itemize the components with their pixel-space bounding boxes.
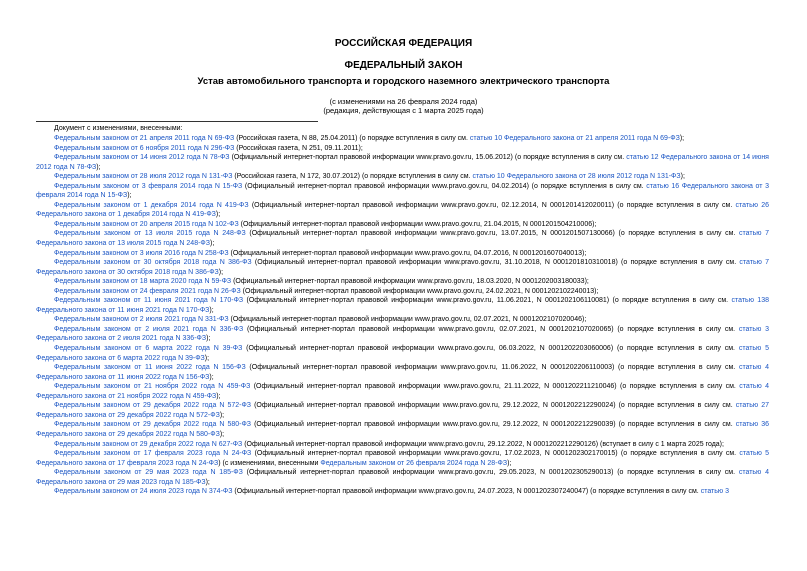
amendment-entry <box>36 277 769 287</box>
law-link[interactable]: статью 5 Федерального закона от 17 февраля 2023 года N 24-ФЗ <box>36 450 770 467</box>
entry-text: (Официальный интернет-портал правовой информации www.pravo.gov.ru, 21.04.2015, N 0001201504210006); <box>238 220 597 228</box>
entry-text: ); <box>209 306 214 314</box>
law-link[interactable]: статью 4 Федерального закона от 29 мая 2023 года N 185-ФЗ <box>36 469 769 486</box>
edition-note: (редакция, действующая с 1 марта 2025 года) <box>323 106 484 115</box>
amendment-entry <box>36 229 769 248</box>
entry-text: ); <box>219 411 225 419</box>
amendment-entry <box>36 468 769 487</box>
document-title: Устав автомобильного транспорта и городского наземного электрического транспорта <box>197 76 610 87</box>
entry-text: ); <box>127 192 132 200</box>
entry-text: ); <box>209 373 214 381</box>
amendment-entry <box>36 287 769 297</box>
entry-text: (Российская газета, N 172, 30.07.2012) (о порядке вступления в силу см. <box>232 173 473 181</box>
entry-text: ); <box>206 335 211 343</box>
amended-note: (с изменениями на 26 февраля 2024 года) <box>329 97 478 106</box>
law-link[interactable]: статью 7 Федерального закона от 13 июля 2015 года N 248-ФЗ <box>36 230 770 248</box>
entry-text: (Официальный интернет-портал правовой информации www.pravo.gov.ru, 11.06.2022, N 0001202206110003) (о порядке вступления в силу см. <box>245 364 739 372</box>
law-link[interactable]: Федеральным законом от 11 июня 2021 года N 170-ФЗ <box>54 297 244 305</box>
amendment-entry <box>36 344 769 363</box>
law-link[interactable]: статью 5 Федерального закона от 6 марта 2022 года N 39-ФЗ <box>36 345 770 362</box>
entry-text: (Официальный интернет-портал правовой информации www.pravo.gov.ru, 18.03.2020, N 0001202003180033); <box>231 278 589 286</box>
law-link[interactable]: Федеральным законом от 13 июля 2015 года N 248-ФЗ <box>54 230 246 238</box>
amendment-entry <box>36 363 769 382</box>
amendment-entry <box>36 382 769 401</box>
entry-text: ) (с изменениями, внесенными <box>218 459 321 467</box>
law-link[interactable]: Федеральным законом от 21 апреля 2011 года N 69-ФЗ <box>54 135 235 142</box>
law-link[interactable]: Федеральным законом от 14 июня 2012 года N 78-ФЗ <box>54 154 230 162</box>
entry-text: ); <box>204 354 210 362</box>
amendments-list <box>36 134 769 497</box>
entry-text: (Официальный интернет-портал правовой информации www.pravo.gov.ru, 29.12.2022, N 0001202212290126) (вступает в силу с 1 марта 2025 года); <box>242 440 724 448</box>
amendment-entry <box>36 296 769 315</box>
law-link[interactable]: статью 26 Федерального закона от 1 декабря 2014 года N 419-ФЗ <box>36 201 769 219</box>
amendment-entry <box>36 449 769 468</box>
law-link[interactable]: статью 10 Федерального закона от 28 июля 2012 года N 131-ФЗ <box>472 173 681 181</box>
law-type-heading: ФЕДЕРАЛЬНЫЙ ЗАКОН <box>344 60 463 71</box>
entry-text: (Российская газета, N 251, 09.11.2011); <box>234 144 363 152</box>
law-link[interactable]: Федеральным законом от 2 июля 2021 года N 331-ФЗ <box>54 316 229 324</box>
entry-text: ); <box>205 478 210 486</box>
law-link[interactable]: статью 4 Федерального закона от 11 июня 2022 года N 156-ФЗ <box>36 364 769 381</box>
amendment-entry <box>36 134 769 144</box>
law-link[interactable]: Федеральным законом от 3 февраля 2014 года N 15-ФЗ <box>54 182 243 190</box>
amendment-entry <box>36 201 769 220</box>
entry-text: (Российская газета, N 88, 25.04.2011) (о порядке вступления в силу см. <box>234 135 470 142</box>
amendment-entry <box>36 325 769 344</box>
law-link[interactable]: Федеральным законом от 26 февраля 2024 года N 28-ФЗ <box>320 459 508 467</box>
entry-text: ); <box>218 268 224 276</box>
separator-line <box>36 121 318 122</box>
law-link[interactable]: Федеральным законом от 6 марта 2022 года N 39-ФЗ <box>54 345 243 353</box>
amendment-entry <box>36 440 769 450</box>
entry-text: (Официальный интернет-портал правовой информации www.pravo.gov.ru, 31.10.2018, N 0001201810310018) (о порядке вступления в силу см. <box>251 259 740 267</box>
law-link[interactable]: статью 3 <box>700 488 729 496</box>
amendment-entry <box>36 401 769 420</box>
entry-text: (Официальный интернет-портал правовой информации www.pravo.gov.ru, 02.07.2021, N 0001202107020065) (о порядке вступления в силу см. <box>243 325 739 333</box>
entry-text: (Официальный интернет-портал правовой информации www.pravo.gov.ru, 24.07.2023, N 0001202307240047) (о порядке вступления в силу см. <box>232 488 701 496</box>
entry-text: (Официальный интернет-портал правовой информации www.pravo.gov.ru, 13.07.2015, N 0001201507130066) (о порядке вступления в силу см. <box>245 230 740 238</box>
law-link[interactable]: Федеральным законом от 29 декабря 2022 года N 580-ФЗ <box>54 421 252 429</box>
amendment-entry <box>36 182 769 201</box>
entry-text: ); <box>507 459 512 467</box>
law-link[interactable]: Федеральным законом от 11 июня 2022 года N 156-ФЗ <box>54 364 246 372</box>
amendment-entry <box>36 487 769 497</box>
law-link[interactable]: Федеральным законом от 24 июля 2023 года N 374-ФЗ <box>54 488 233 496</box>
law-link[interactable]: статью 138 Федерального закона от 11 июня 2021 года N 170-ФЗ <box>36 297 769 314</box>
law-link[interactable]: статью 36 Федерального закона от 29 декабря 2022 года N 580-ФЗ <box>36 421 769 438</box>
entry-text: (Официальный интернет-портал правовой информации www.pravo.gov.ru, 04.07.2016, N 0001201607040013); <box>228 249 587 257</box>
entry-text: (Официальный интернет-портал правовой информации www.pravo.gov.ru, 29.12.2022, N 0001202212290039) (о порядке вступления в силу см. <box>251 421 736 429</box>
entry-text: ); <box>215 211 221 219</box>
amendment-entry <box>36 420 769 439</box>
law-link[interactable]: Федеральным законом от 30 октября 2018 года N 386-ФЗ <box>54 259 252 267</box>
law-link[interactable]: Федеральным законом от 29 декабря 2022 года N 627-ФЗ <box>54 440 243 448</box>
entry-text: ); <box>679 135 685 142</box>
entry-text: (Официальный интернет-портал правовой информации www.pravo.gov.ru, 06.03.2022, N 0001202203060006) (о порядке вступления в силу см. <box>242 345 739 353</box>
law-link[interactable]: статью 4 Федерального закона от 21 ноября 2022 года N 459-ФЗ <box>36 383 770 400</box>
law-link[interactable]: статью 7 Федерального закона от 30 октября 2018 года N 386-ФЗ <box>36 259 769 276</box>
law-link[interactable]: статью 3 Федерального закона от 2 июля 2021 года N 336-ФЗ <box>36 325 769 343</box>
law-link[interactable]: статью 10 Федерального закона от 21 апреля 2011 года N 69-ФЗ <box>469 135 680 142</box>
amendment-entry <box>36 144 769 154</box>
entry-text: ); <box>96 163 101 171</box>
law-link[interactable]: Федеральным законом от 20 апреля 2015 года N 102-ФЗ <box>54 220 239 228</box>
amendments-title: Документ с изменениями, внесенными: <box>54 125 183 132</box>
law-link[interactable]: статью 12 Федерального закона от 14 июня 2012 года N 78-ФЗ <box>36 154 769 171</box>
law-link[interactable]: Федеральным законом от 28 июля 2012 года N 131-ФЗ <box>54 173 233 181</box>
entry-text: (Официальный интернет-портал правовой информации www.pravo.gov.ru, 02.12.2014, N 0001201412020011) (о порядке вступления в силу см. <box>248 201 736 209</box>
entry-text: (Официальный интернет-портал правовой информации www.pravo.gov.ru, 15.06.2012) (о порядке вступления в силу см. <box>229 154 627 162</box>
entry-text: ); <box>219 430 225 438</box>
amendment-entry <box>36 172 769 182</box>
entry-text: (Официальный интернет-портал правовой информации www.pravo.gov.ru, 02.07.2021, N 0001202107020046); <box>228 316 587 324</box>
entry-text: (Официальный интернет-портал правовой информации www.pravo.gov.ru, 29.12.2022, N 0001202212290024) (о порядке вступления в силу см. <box>251 402 736 410</box>
entry-text: ); <box>209 240 215 248</box>
law-link[interactable]: Федеральным законом от 24 февраля 2021 года N 26-ФЗ <box>54 287 241 295</box>
law-link[interactable]: Федеральным законом от 17 февраля 2023 года N 24-ФЗ <box>54 450 252 458</box>
entry-text: (Официальный интернет-портал правовой информации www.pravo.gov.ru, 29.05.2023, N 0001202305290013) (о порядке вступления в силу см. <box>242 469 739 477</box>
amendment-entry <box>36 153 769 172</box>
amendment-entry <box>36 220 769 230</box>
amendment-entry <box>36 258 769 277</box>
entry-text: (Официальный интернет-портал правовой информации www.pravo.gov.ru, 17.02.2023, N 0001202302170015) (о порядке вступления в силу см. <box>251 450 740 458</box>
law-link[interactable]: Федеральным законом от 1 декабря 2014 года N 419-ФЗ <box>54 201 249 209</box>
law-link[interactable]: Федеральным законом от 18 марта 2020 года N 59-ФЗ <box>54 278 232 286</box>
entry-text: (Официальный интернет-портал правовой информации www.pravo.gov.ru, 24.02.2021, N 0001202102240013); <box>240 287 599 295</box>
law-link[interactable]: Федеральным законом от 6 ноября 2011 года N 296-ФЗ <box>54 144 235 152</box>
law-link[interactable]: Федеральным законом от 21 ноября 2022 года N 459-ФЗ <box>54 383 251 391</box>
law-link[interactable]: статью 27 Федерального закона от 29 декабря 2022 года N 572-ФЗ <box>36 402 769 419</box>
entry-text: ); <box>680 173 685 181</box>
entry-text: (Официальный интернет-портал правовой информации www.pravo.gov.ru, 21.11.2022, N 0001202211210046) (о порядке вступления в силу см. <box>250 383 740 391</box>
law-link[interactable]: статью 16 Федерального закона от 3 февраля 2014 года N 15-ФЗ <box>36 182 769 200</box>
law-link[interactable]: Федеральным законом от 29 декабря 2022 года N 572-ФЗ <box>54 402 252 410</box>
entry-text: (Официальный интернет-портал правовой информации www.pravo.gov.ru, 04.02.2014) (о порядке вступления в силу см. <box>242 182 647 190</box>
law-link[interactable]: Федеральным законом от 2 июля 2021 года N 336-ФЗ <box>54 325 244 333</box>
law-link[interactable]: Федеральным законом от 29 мая 2023 года N 185-ФЗ <box>54 469 243 477</box>
country-heading: РОССИЙСКАЯ ФЕДЕРАЦИЯ <box>334 38 473 49</box>
entry-text: ); <box>216 392 221 400</box>
amendment-entry <box>36 315 769 325</box>
amendment-entry <box>36 249 769 259</box>
entry-text: (Официальный интернет-портал правовой информации www.pravo.gov.ru, 11.06.2021, N 0001202106110081) (о порядке вступления в силу см. <box>243 297 732 305</box>
law-link[interactable]: Федеральным законом от 3 июля 2016 года N 258-ФЗ <box>54 249 229 257</box>
